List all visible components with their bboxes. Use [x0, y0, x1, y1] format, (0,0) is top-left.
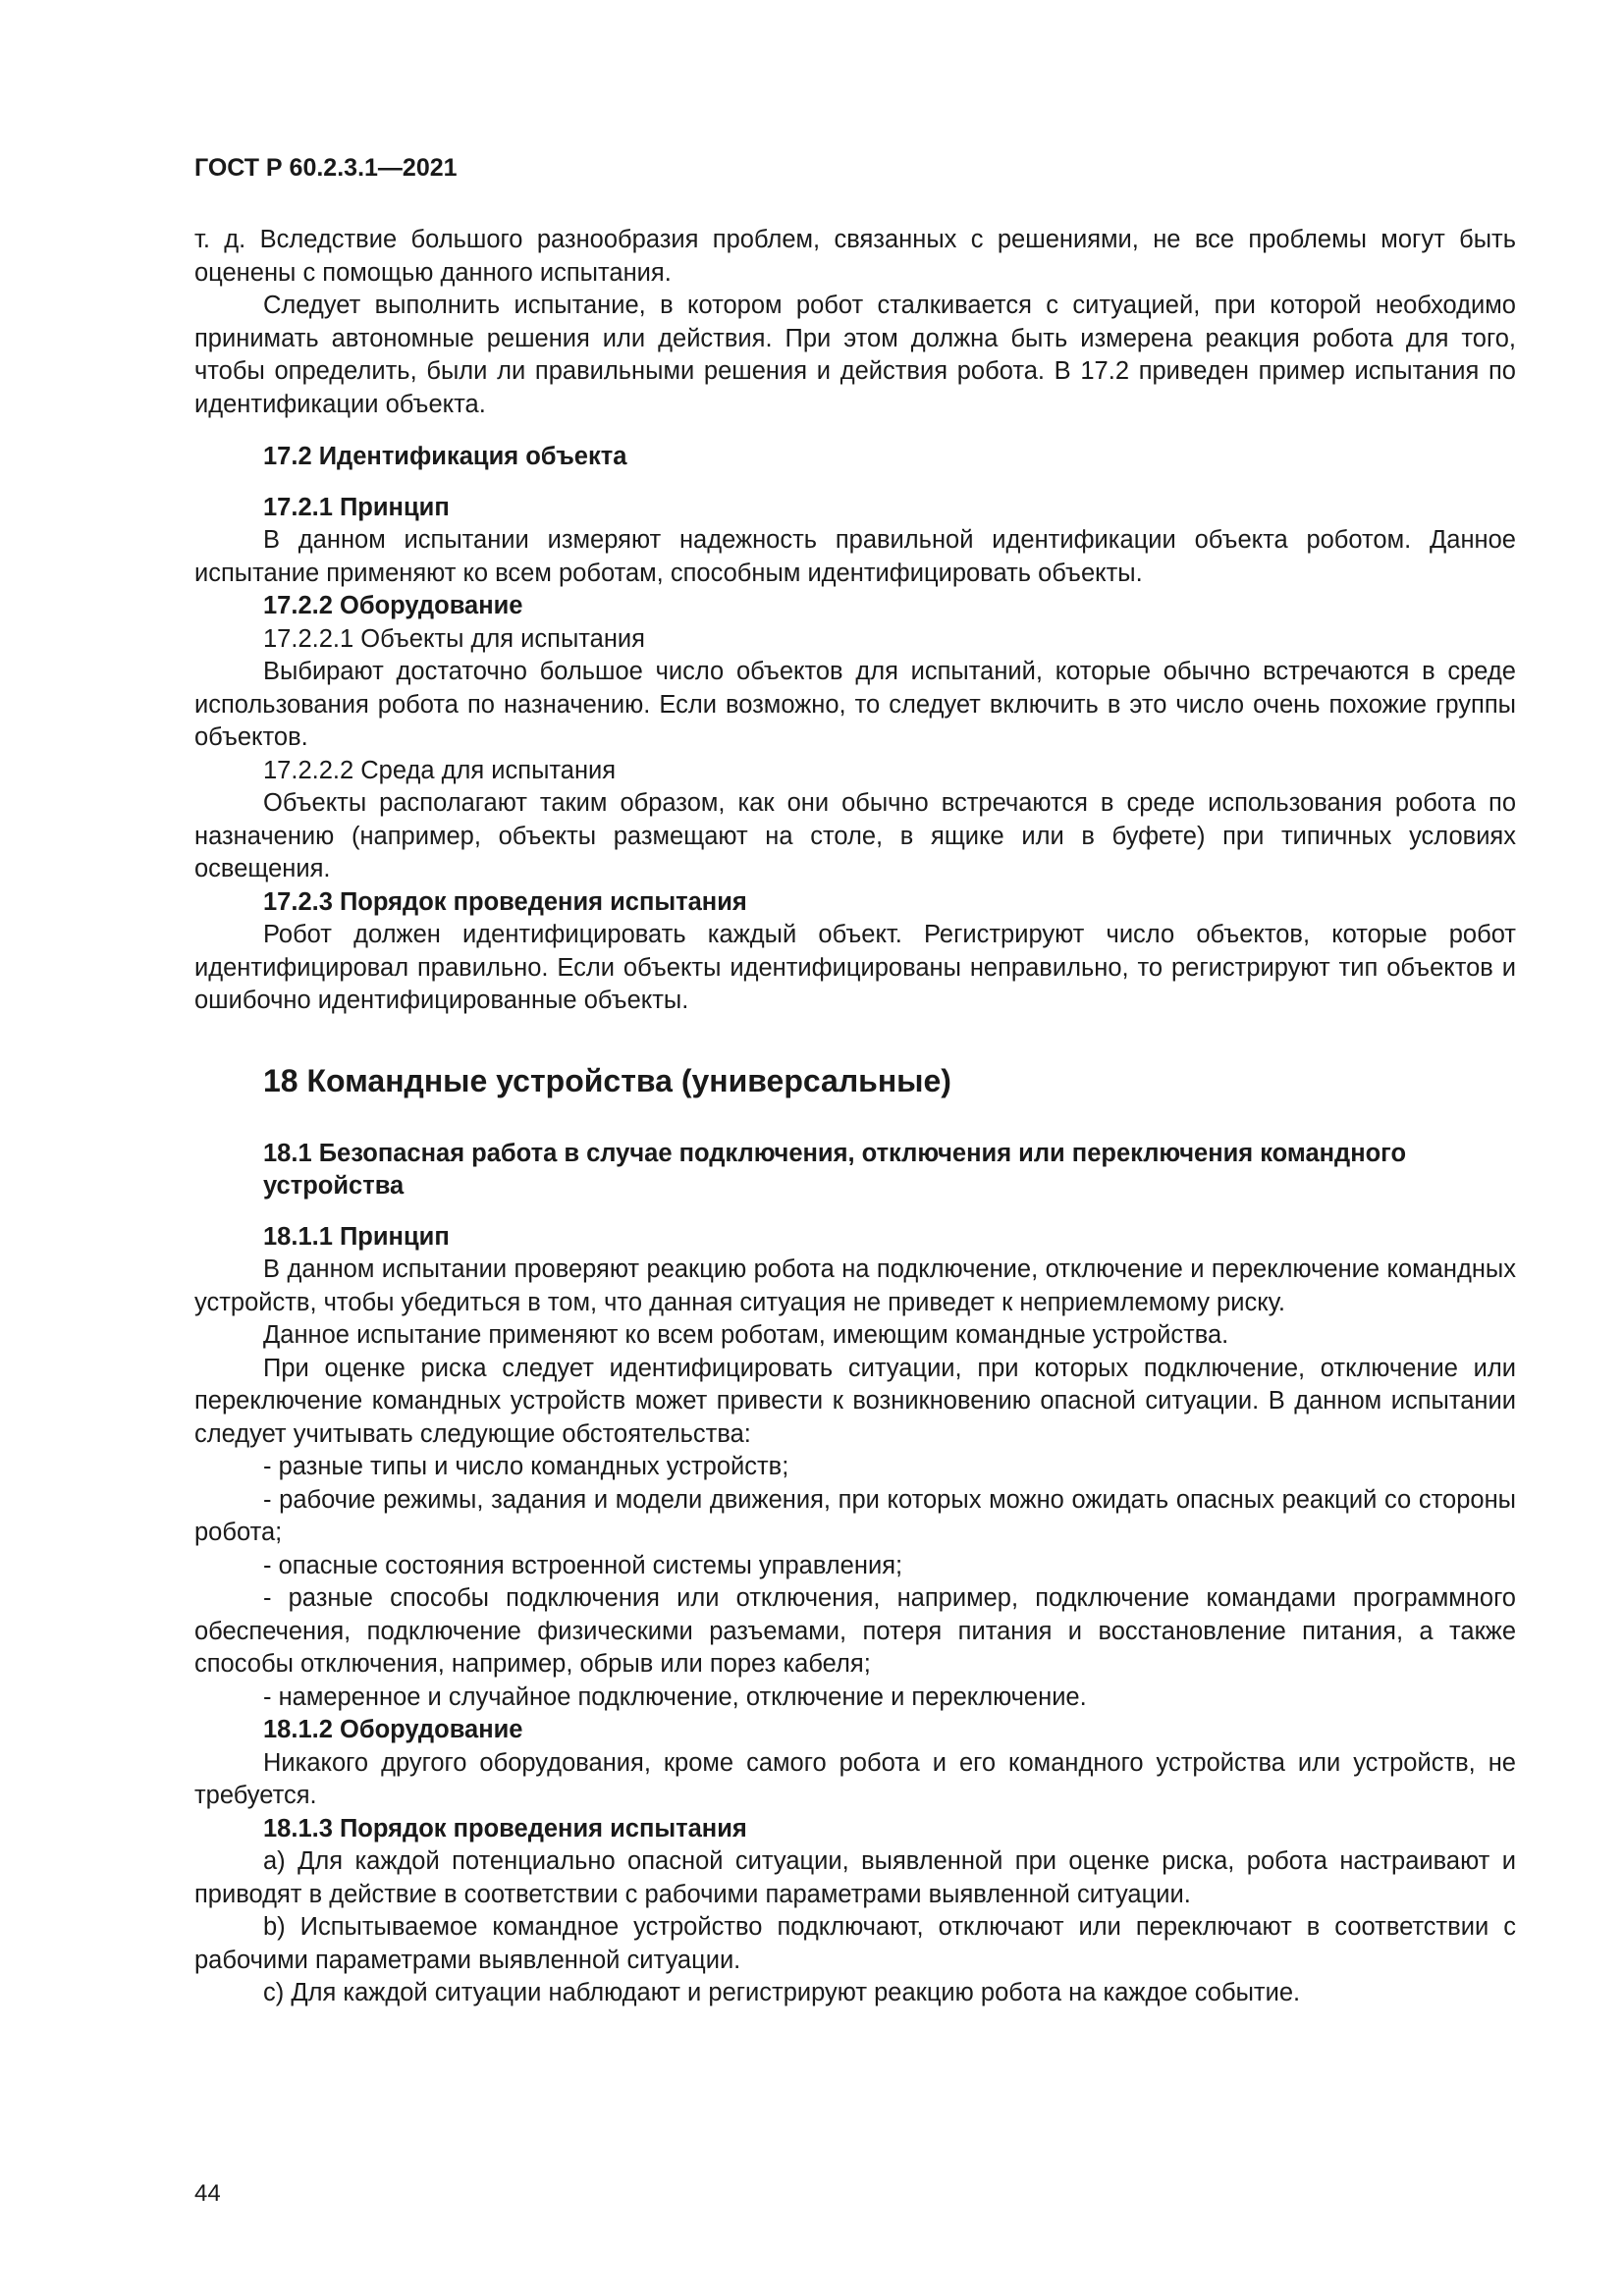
- paragraph: Данное испытание применяют ко всем роботам, имеющим командные устройства.: [263, 1321, 1229, 1349]
- paragraph: В данном испытании проверяют реакцию робота на подключение, отключение и переключение командных устройств, чтобы убедиться в том, что данная ситуация не приведет к неприемлемому риску.: [194, 1255, 1516, 1316]
- clause-17-2-2-2: 17.2.2.2 Среда для испытания: [263, 756, 617, 784]
- paragraph: Объекты располагают таким образом, как они обычно встречаются в среде использования робота по назначению (например, объекты размещают на столе, в ящике или в буфете) при типичных условиях освещения.: [194, 789, 1516, 882]
- subsection-heading-18-1-2: 18.1.2 Оборудование: [263, 1716, 523, 1743]
- paragraph: В данном испытании измеряют надежность правильной идентификации объекта роботом. Данное испытание применяют ко всем роботам, способным идентифицировать объекты.: [194, 526, 1516, 587]
- paragraph: Робот должен идентифицировать каждый объект. Регистрируют число объектов, которые робот идентифицировал правильно. Если объекты идентифицированы неправильно, то регистрируют тип объектов и ошибочно идентифицированные объекты.: [194, 921, 1516, 1014]
- section-heading-17-2: 17.2 Идентификация объекта: [263, 443, 627, 470]
- paragraph-continued: т. д. Вследствие большого разнообразия проблем, связанных с решениями, не все проблемы могут быть оценены с помощью данного испытания.: [194, 226, 1516, 287]
- procedure-step-c: c) Для каждой ситуации наблюдают и регистрируют реакцию робота на каждое событие.: [263, 1979, 1301, 2006]
- list-item: - разные способы подключения или отключения, например, подключение командами программного обеспечения, подключение физическими разъемами, потеря питания и восстановление питания, а также способы отключения, например, обрыв или порез кабеля;: [194, 1584, 1516, 1678]
- list-item: - опасные состояния встроенной системы управления;: [263, 1551, 903, 1579]
- subsection-heading-18-1-3: 18.1.3 Порядок проведения испытания: [263, 1814, 747, 1842]
- subsection-heading-17-2-3: 17.2.3 Порядок проведения испытания: [263, 887, 747, 916]
- document-header: ГОСТ Р 60.2.3.1—2021: [194, 154, 458, 182]
- list-item: - разные типы и число командных устройств;: [263, 1453, 789, 1480]
- page-number: 44: [194, 2180, 221, 2207]
- list-item: - рабочие режимы, задания и модели движения, при которых можно ожидать опасных реакций со стороны робота;: [194, 1485, 1516, 1546]
- clause-17-2-2-1: 17.2.2.1 Объекты для испытания: [263, 624, 645, 653]
- procedure-step-b: b) Испытываемое командное устройство подключают, отключают или переключают в соответствии с рабочими параметрами выявленной ситуации.: [194, 1913, 1516, 1974]
- section-heading-18-1: 18.1 Безопасная работа в случае подключения, отключения или переключения командного устройства: [263, 1139, 1407, 1200]
- procedure-step-a: a) Для каждой потенциально опасной ситуации, выявленной при оценке риска, робота настраивают и приводят в действие в соответствии с рабочими параметрами выявленной ситуации.: [194, 1847, 1516, 1908]
- chapter-heading-18: 18 Командные устройства (универсальные): [263, 1062, 951, 1098]
- paragraph: Никакого другого оборудования, кроме самого робота и его командного устройства или устройств, не требуется.: [194, 1748, 1516, 1809]
- subsection-heading-17-2-1: 17.2.1 Принцип: [263, 493, 450, 521]
- paragraph: Выбирают достаточно большое число объектов для испытаний, которые обычно встречаются в среде использования робота по назначению. Если возможно, то следует включить в это число очень похожие группы объектов.: [194, 658, 1516, 751]
- subsection-heading-17-2-2: 17.2.2 Оборудование: [263, 592, 523, 619]
- document-body: [194, 224, 1516, 2010]
- paragraph: При оценке риска следует идентифицировать ситуации, при которых подключение, отключение или переключение командных устройств может привести к возникновению опасной ситуации. В данном испытании следует учитывать следующие обстоятельства:: [194, 1354, 1516, 1448]
- paragraph: Следует выполнить испытание, в котором робот сталкивается с ситуацией, при которой необходимо принимать автономные решения или действия. При этом должна быть измерена реакция робота для того, чтобы определить, были ли правильными решения и действия робота. В 17.2 приведен пример испытания по идентификации объекта.: [194, 292, 1516, 418]
- subsection-heading-18-1-1: 18.1.1 Принцип: [263, 1222, 450, 1251]
- list-item: - намеренное и случайное подключение, отключение и переключение.: [263, 1682, 1087, 1711]
